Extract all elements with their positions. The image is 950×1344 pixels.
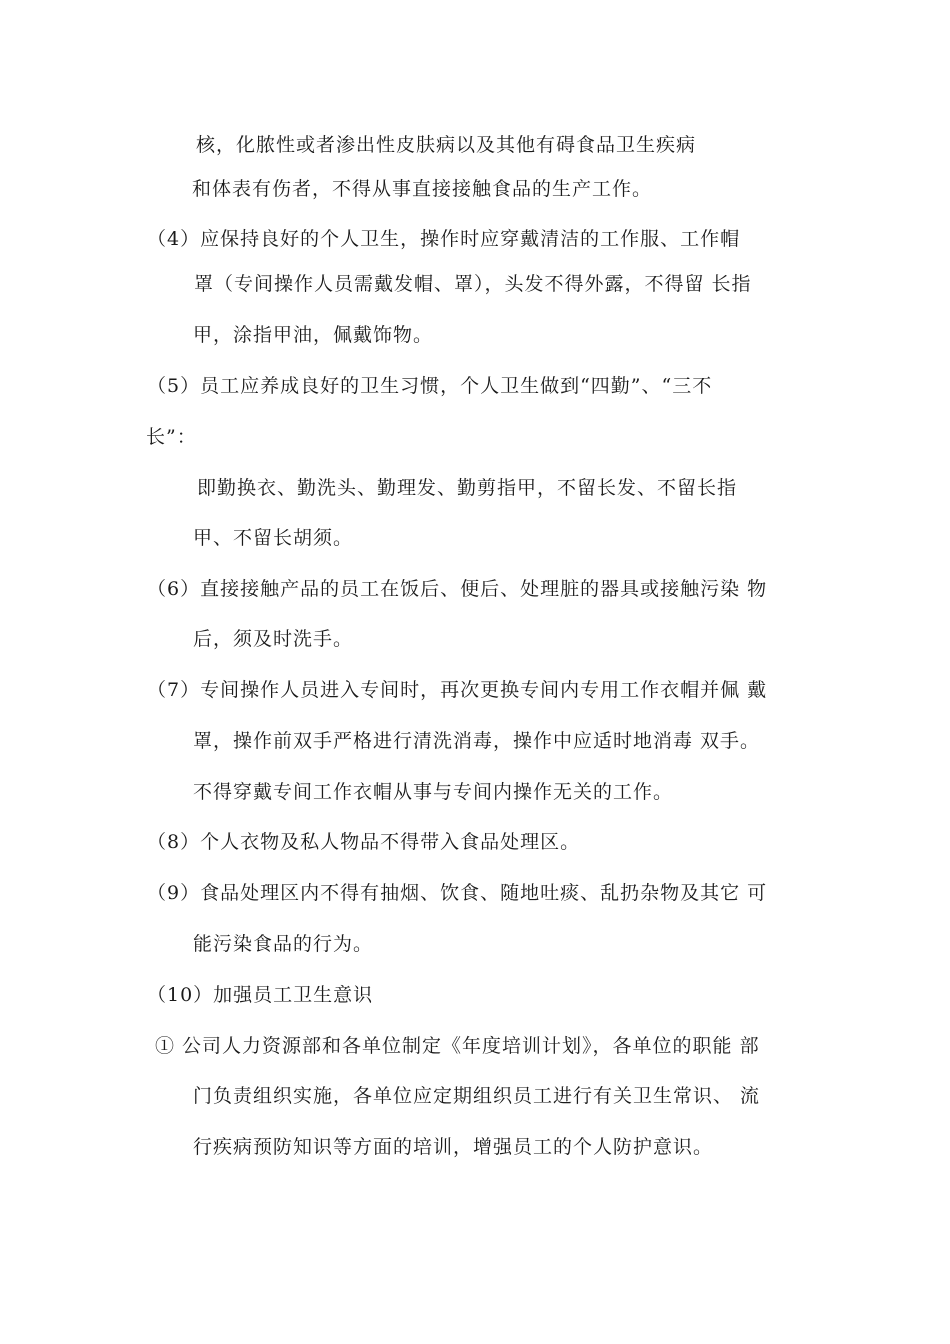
text-line: 核，化脓性或者渗出性皮肤病以及其他有碍食品卫生疾病 [196,134,697,156]
text-line: 后，须及时洗手。 [193,628,354,650]
text-line: 即勤换衣、勤洗头、勤理发、勤剪指甲，不留长发、不留长指 [197,477,738,499]
text-line: 不得穿戴专间工作衣帽从事与专间内操作无关的工作。 [193,781,674,803]
text-line: 甲，涂指甲油，佩戴饰物。 [193,324,434,346]
text-line: 行疾病预防知识等方面的培训，增强员工的个人防护意识。 [193,1136,714,1158]
text-line: （7）专间操作人员进入专间时，再次更换专间内专用工作衣帽并佩 戴 [147,679,768,701]
text-line: （10）加强员工卫生意识 [147,984,374,1006]
text-line: （9）食品处理区内不得有抽烟、饮食、随地吐痰、乱扔杂物及其它 可 [147,882,768,904]
text-line: ① 公司人力资源部和各单位制定《年度培训计划》，各单位的职能 部 [155,1035,760,1057]
text-line: （8）个人衣物及私人物品不得带入食品处理区。 [147,831,581,853]
text-line: （4）应保持良好的个人卫生，操作时应穿戴清洁的工作服、工作帽 [147,228,741,250]
text-line: 能污染食品的行为。 [193,933,374,955]
text-line: 罩，操作前双手严格进行清洗消毒，操作中应适时地消毒 双手。 [193,730,761,752]
text-line: 和体表有伤者，不得从事直接接触食品的生产工作。 [192,178,653,200]
text-line: （6）直接接触产品的员工在饭后、便后、处理脏的器具或接触污染 物 [147,578,768,600]
text-line: 长”： [146,426,197,448]
text-line: 门负责组织实施，各单位应定期组织员工进行有关卫生常识、 流 [193,1085,761,1107]
text-line: （5）员工应养成良好的卫生习惯，个人卫生做到“四勤”、“三不 [147,375,713,397]
text-line: 罩（专间操作人员需戴发帽、罩），头发不得外露，不得留 长指 [194,273,752,295]
text-line: 甲、不留长胡须。 [193,527,354,549]
